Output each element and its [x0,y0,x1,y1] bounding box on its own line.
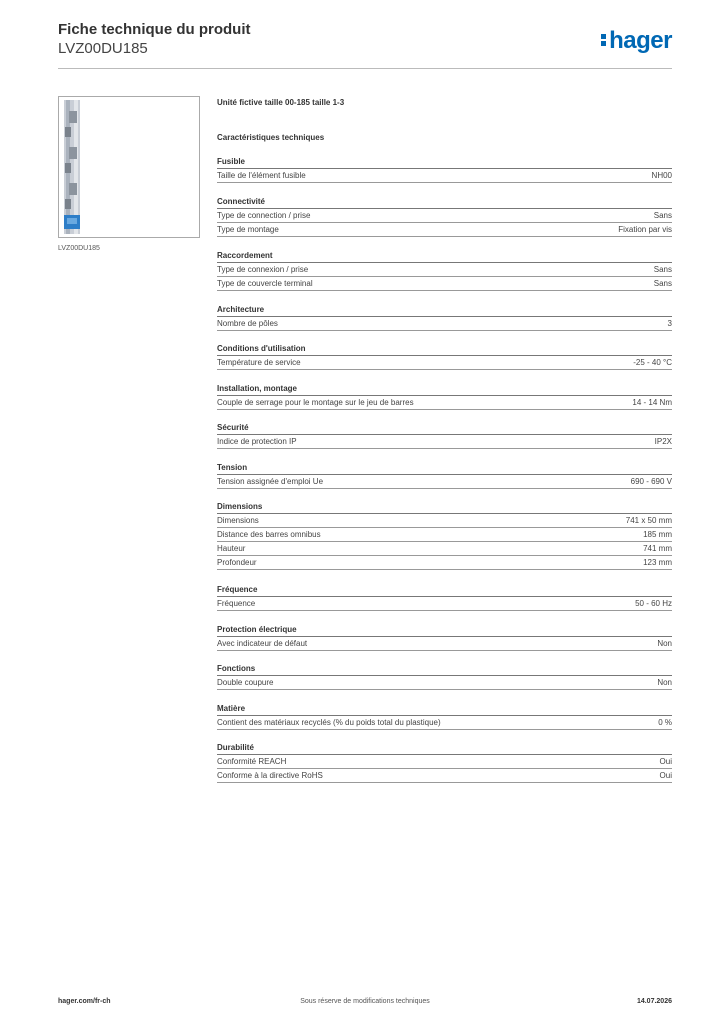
header-divider [58,68,672,69]
footer-date: 14.07.2026 [636,998,672,1005]
spec-value: 185 mm [643,530,672,539]
spec-section-title: Matière [217,703,672,716]
fuse-switch-rail-icon [59,97,199,237]
spec-row [217,317,672,331]
spec-section [217,584,672,611]
product-name: Unité fictive taille 00-185 taille 1-3 [217,98,345,107]
spec-label: Profondeur [217,558,257,567]
spec-row [217,169,672,183]
spec-value: 50 - 60 Hz [635,599,672,608]
spec-row [217,755,672,769]
spec-section [217,742,672,783]
spec-section [217,383,672,410]
spec-label: Double coupure [217,678,274,687]
spec-section [217,343,672,370]
spec-label: Conforme à la directive RoHS [217,771,323,780]
spec-label: Tension assignée d'emploi Ue [217,476,324,486]
spec-value: Non [657,638,672,648]
spec-value: 690 - 690 V [630,476,672,486]
spec-label: Température de service [217,358,301,367]
spec-value: Sans [653,264,672,274]
spec-label: Hauteur [217,544,246,553]
spec-section-title: Fusible [217,156,672,169]
spec-section [217,422,672,449]
hager-logo [601,27,672,55]
spec-label: Couple de serrage pour le montage sur le jeu de barres [217,397,414,407]
spec-section [217,663,672,690]
spec-section-title: Installation, montage [217,383,672,396]
spec-value: 3 [667,318,672,328]
specs-heading: Caractéristiques techniques [217,133,325,142]
spec-section-title: Protection électrique [217,624,672,637]
spec-label: Type de connexion / prise [217,264,309,274]
spec-value: Sans [653,210,672,220]
spec-row [217,637,672,651]
document-title: Fiche technique du produit [58,21,251,38]
spec-label: Type de couvercle terminal [217,278,313,288]
spec-row [217,716,672,730]
spec-row [217,277,672,291]
spec-label: Conformité REACH [217,757,287,766]
spec-label: Avec indicateur de défaut [217,638,308,648]
spec-value: Oui [659,757,672,766]
spec-section [217,304,672,331]
spec-section [217,703,672,730]
spec-row [217,556,672,570]
spec-row [217,542,672,556]
spec-value: Sans [653,278,672,288]
spec-row [217,435,672,449]
spec-value: Oui [659,771,672,780]
spec-row [217,263,672,277]
spec-section [217,624,672,651]
spec-section-title: Fonctions [217,663,672,676]
spec-section [217,196,672,237]
spec-row [217,514,672,528]
spec-section-title: Raccordement [217,250,672,263]
product-reference: LVZ00DU185 [58,40,148,57]
spec-section [217,156,672,183]
spec-label: Distance des barres omnibus [217,530,321,539]
spec-label: Contient des matériaux recyclés (% du poids total du plastique) [217,717,441,727]
spec-value: Fixation par vis [618,224,672,234]
spec-label: Dimensions [217,516,259,525]
logo-text: hager [609,27,672,54]
logo-dots-icon [601,33,607,47]
spec-section [217,462,672,489]
spec-value: 741 mm [643,544,672,553]
spec-row [217,769,672,783]
spec-section-title: Architecture [217,304,672,317]
spec-section-title: Connectivité [217,196,672,209]
footer-disclaimer: Sous réserve de modifications techniques [300,998,430,1005]
spec-value: IP2X [654,437,672,446]
spec-row [217,597,672,611]
spec-label: Fréquence [217,599,256,608]
spec-value: 14 - 14 Nm [632,397,672,407]
spec-section-title: Sécurité [217,422,672,435]
spec-value: 123 mm [643,558,672,567]
spec-row [217,676,672,690]
spec-section-title: Fréquence [217,584,672,597]
spec-value: 0 % [658,717,672,727]
spec-section-title: Conditions d'utilisation [217,343,672,356]
spec-value: 741 x 50 mm [625,516,672,525]
page-header [58,20,672,58]
spec-value: Non [657,678,672,687]
spec-row [217,209,672,223]
spec-row [217,396,672,410]
spec-row [217,528,672,542]
footer-website-link[interactable]: hager.com/fr-ch [58,998,111,1005]
spec-label: Nombre de pôles [217,318,278,328]
spec-section [217,501,672,570]
spec-label: Taille de l'élément fusible [217,171,306,180]
image-caption: LVZ00DU185 [58,245,100,252]
spec-value: -25 - 40 °C [633,358,672,367]
spec-content [217,97,672,780]
spec-row [217,356,672,370]
spec-section-title: Dimensions [217,501,672,514]
spec-row [217,223,672,237]
spec-section [217,250,672,291]
spec-section-title: Durabilité [217,742,672,755]
spec-label: Type de connection / prise [217,210,311,220]
spec-section-title: Tension [217,462,672,475]
spec-label: Indice de protection IP [217,437,297,446]
spec-label: Type de montage [217,224,279,234]
spec-value: NH00 [651,171,672,180]
spec-row [217,475,672,489]
product-image [58,96,200,238]
